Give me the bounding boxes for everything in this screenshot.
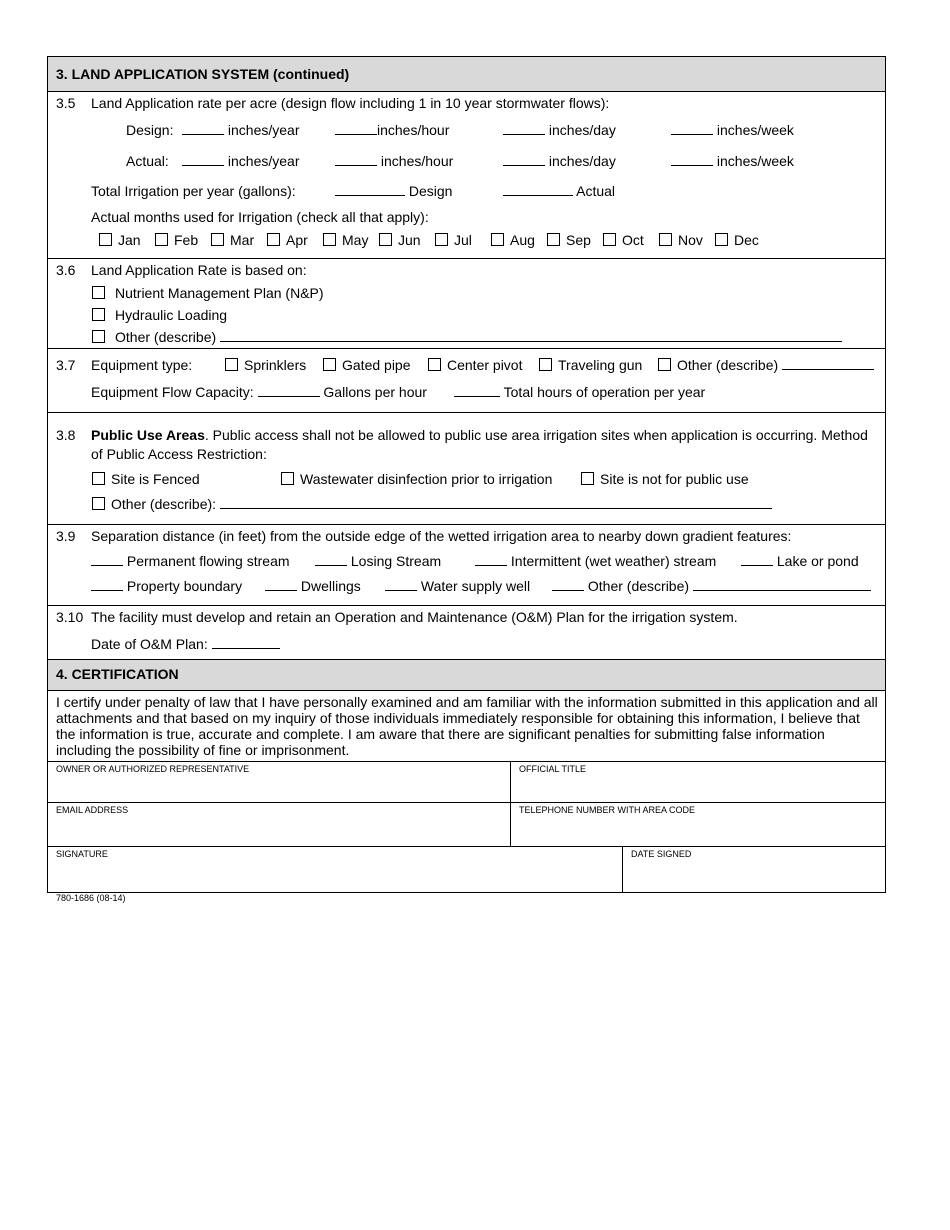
q36-number: 3.6 [56,262,76,278]
month-checkbox-jun[interactable]: Jun [379,232,421,248]
design-inches-hour[interactable]: inches/hour [335,122,449,138]
actual-inches-hour[interactable]: inches/hour [335,153,453,169]
om-plan-date-field[interactable]: Date of O&M Plan: [91,636,280,652]
distance-property-boundary[interactable]: Property boundary [91,578,242,594]
design-inches-year[interactable]: inches/year [182,122,299,138]
question-3-7 [48,348,885,412]
restriction-checkbox-fenced[interactable]: Site is Fenced [92,471,200,487]
total-hours-operation[interactable]: Total hours of operation per year [454,384,705,400]
certification-text: I certify under penalty of law that I have personally examined and am familiar with the information submitted in this application and all attachments and that based on my inquiry of those individuals immediately responsible for obtaining this information, I believe that the information is true, accurate and complete. I am aware that there are significant penalties for submitting false information including the possibility of fine or imprisonment. [56,694,878,758]
email-label: EMAIL ADDRESS [56,805,129,815]
phone-field[interactable] [511,803,886,846]
total-irrigation-actual[interactable]: Actual [503,183,615,199]
cert-row-contact [48,802,885,846]
certification-statement [48,690,885,761]
cert-row-owner [48,761,885,802]
total-irrigation-design[interactable]: Design [335,183,452,199]
q35-text: Land Application rate per acre (design flow including 1 in 10 year stormwater flows): [91,95,610,111]
owner-field[interactable] [48,762,511,802]
date-signed-label: DATE SIGNED [631,849,692,859]
month-checkbox-sep[interactable]: Sep [547,232,591,248]
equipment-checkbox-center-pivot[interactable]: Center pivot [428,357,522,373]
official-title-field[interactable] [511,762,886,802]
q37-number: 3.7 [56,357,76,373]
question-3-5 [48,91,885,258]
restriction-checkbox-disinfection[interactable]: Wastewater disinfection prior to irrigation [281,471,552,487]
email-field[interactable] [48,803,511,846]
public-use-text-line2: of Public Access Restriction: [91,446,267,462]
month-checkbox-oct[interactable]: Oct [603,232,644,248]
distance-dwellings[interactable]: Dwellings [265,578,361,594]
basis-checkbox-hydraulic[interactable]: Hydraulic Loading [92,307,227,323]
signature-label: SIGNATURE [56,849,108,859]
month-checkbox-mar[interactable]: Mar [211,232,254,248]
month-checkbox-dec[interactable]: Dec [715,232,759,248]
distance-lake-pond[interactable]: Lake or pond [741,553,859,569]
public-use-text-line1: Public Use Areas. Public access shall not be allowed to public use area irrigation sites when application is occurring. Method [91,427,868,443]
q36-text: Land Application Rate is based on: [91,262,307,278]
month-checkbox-may[interactable]: May [323,232,368,248]
section4-header [48,659,885,690]
restriction-checkbox-not-public[interactable]: Site is not for public use [581,471,749,487]
distance-permanent-stream[interactable]: Permanent flowing stream [91,553,290,569]
distance-water-supply-well[interactable]: Water supply well [385,578,530,594]
q310-number: 3.10 [56,609,84,625]
actual-label: Actual: [126,153,169,169]
owner-label: OWNER OR AUTHORIZED REPRESENTATIVE [56,764,250,774]
distance-intermittent-stream[interactable]: Intermittent (wet weather) stream [475,553,716,569]
month-checkbox-jan[interactable]: Jan [99,232,141,248]
basis-checkbox-nutrient[interactable]: Nutrient Management Plan (N&P) [92,285,324,301]
actual-inches-year[interactable]: inches/year [182,153,299,169]
question-3-9 [48,524,885,605]
design-inches-week[interactable]: inches/week [671,122,794,138]
q35-number: 3.5 [56,95,76,111]
distance-losing-stream[interactable]: Losing Stream [315,553,441,569]
months-label: Actual months used for Irrigation (check all that apply): [91,209,429,225]
equipment-checkbox-traveling-gun[interactable]: Traveling gun [539,357,642,373]
restriction-checkbox-other[interactable]: Other (describe): [92,496,772,512]
month-checkbox-jul[interactable]: Jul [435,232,472,248]
cert-row-signature [48,846,885,892]
actual-inches-day[interactable]: inches/day [503,153,616,169]
section3-title: 3. LAND APPLICATION SYSTEM (continued) [56,66,350,82]
q39-text: Separation distance (in feet) from the outside edge of the wetted irrigation area to nearby down gradient features: [91,528,792,544]
design-label: Design: [126,122,174,138]
design-inches-day[interactable]: inches/day [503,122,616,138]
question-3-6 [48,258,885,348]
section4-title: 4. CERTIFICATION [56,666,179,682]
distance-other[interactable]: Other (describe) [552,578,871,594]
equipment-flow-capacity[interactable]: Equipment Flow Capacity: Gallons per hour [91,384,427,400]
q310-text: The facility must develop and retain an Operation and Maintenance (O&M) Plan for the irrigation system. [91,609,738,625]
month-checkbox-feb[interactable]: Feb [155,232,198,248]
form-number: 780-1686 (08-14) [56,893,126,903]
signature-field[interactable] [48,847,623,892]
equipment-checkbox-sprinklers[interactable]: Sprinklers [225,357,306,373]
month-checkbox-nov[interactable]: Nov [659,232,703,248]
actual-inches-week[interactable]: inches/week [671,153,794,169]
question-3-10 [48,605,885,659]
section3-header [48,57,885,91]
q39-number: 3.9 [56,528,76,544]
month-checkbox-aug[interactable]: Aug [491,232,535,248]
q38-number: 3.8 [56,427,76,443]
equipment-checkbox-gated-pipe[interactable]: Gated pipe [323,357,411,373]
date-signed-field[interactable] [623,847,886,892]
equipment-type-label: Equipment type: [91,357,193,373]
equipment-checkbox-other[interactable]: Other (describe) [658,357,874,373]
land-application-form [47,56,886,893]
question-3-8 [48,412,885,524]
official-title-label: OFFICIAL TITLE [519,764,587,774]
month-checkbox-apr[interactable]: Apr [267,232,308,248]
basis-checkbox-other[interactable]: Other (describe) [92,329,842,345]
total-irrigation-label: Total Irrigation per year (gallons): [91,183,296,199]
phone-label: TELEPHONE NUMBER WITH AREA CODE [519,805,696,815]
